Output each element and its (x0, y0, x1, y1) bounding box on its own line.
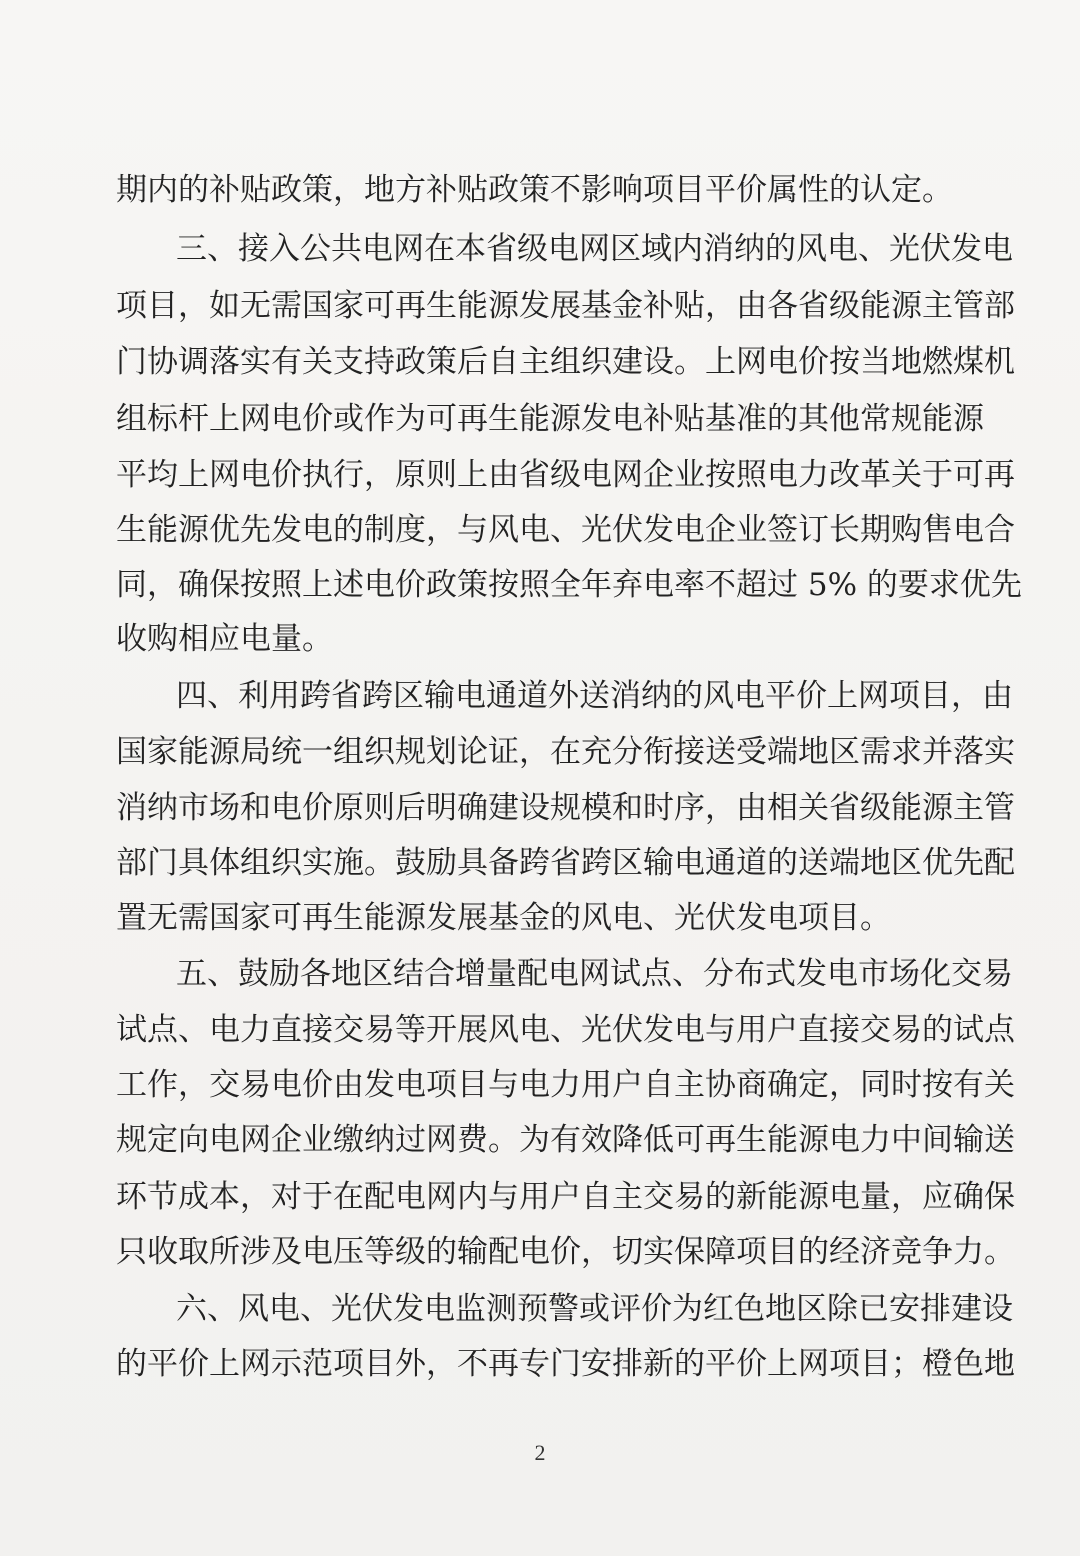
text-line: 试点、电力直接交易等开展风电、光伏发电与用户直接交易的试点 (116, 1012, 1015, 1048)
text-line: 工作，交易电价由发电项目与电力用户自主协商确定，同时按有关 (116, 1067, 1015, 1103)
text-line: 消纳市场和电价原则后明确建设规模和时序，由相关省级能源主管 (116, 790, 1015, 826)
text-line: 三、接入公共电网在本省级电网区域内消纳的风电、光伏发电 (176, 231, 1013, 267)
text-line: 平均上网电价执行，原则上由省级电网企业按照电力改革关于可再 (116, 457, 1015, 493)
text-line: 只收取所涉及电压等级的输配电价，切实保障项目的经济竞争力。 (116, 1234, 1015, 1270)
text-line: 的平价上网示范项目外，不再专门安排新的平价上网项目；橙色地 (116, 1346, 1015, 1382)
text-line: 置无需国家可再生能源发展基金的风电、光伏发电项目。 (116, 900, 891, 936)
text-line: 部门具体组织实施。鼓励具备跨省跨区输电通道的送端地区优先配 (116, 845, 1015, 881)
page-number: 2 (534, 1440, 546, 1465)
text-line: 六、风电、光伏发电监测预警或评价为红色地区除已安排建设 (176, 1291, 1013, 1327)
text-line: 国家能源局统一组织规划论证，在充分衔接送受端地区需求并落实 (116, 734, 1015, 770)
text-line: 四、利用跨省跨区输电通道外送消纳的风电平价上网项目，由 (176, 678, 1013, 714)
text-line: 环节成本，对于在配电网内与用户自主交易的新能源电量，应确保 (116, 1179, 1015, 1215)
text-line: 组标杆上网电价或作为可再生能源发电补贴基准的其他常规能源 (116, 401, 984, 437)
text-line: 项目，如无需国家可再生能源发展基金补贴，由各省级能源主管部 (116, 288, 1015, 324)
text-line: 生能源优先发电的制度，与风电、光伏发电企业签订长期购售电合 (116, 512, 1015, 548)
text-line: 门协调落实有关支持政策后自主组织建设。上网电价按当地燃煤机 (116, 344, 1015, 380)
text-line: 五、鼓励各地区结合增量配电网试点、分布式发电市场化交易 (176, 956, 1013, 992)
text-line: 收购相应电量。 (116, 621, 333, 657)
text-line: 期内的补贴政策，地方补贴政策不影响项目平价属性的认定。 (116, 172, 953, 208)
text-line: 规定向电网企业缴纳过网费。为有效降低可再生能源电力中间输送 (116, 1122, 1015, 1158)
text-line: 同，确保按照上述电价政策按照全年弃电率不超过 5% 的要求优先 (116, 567, 1022, 603)
